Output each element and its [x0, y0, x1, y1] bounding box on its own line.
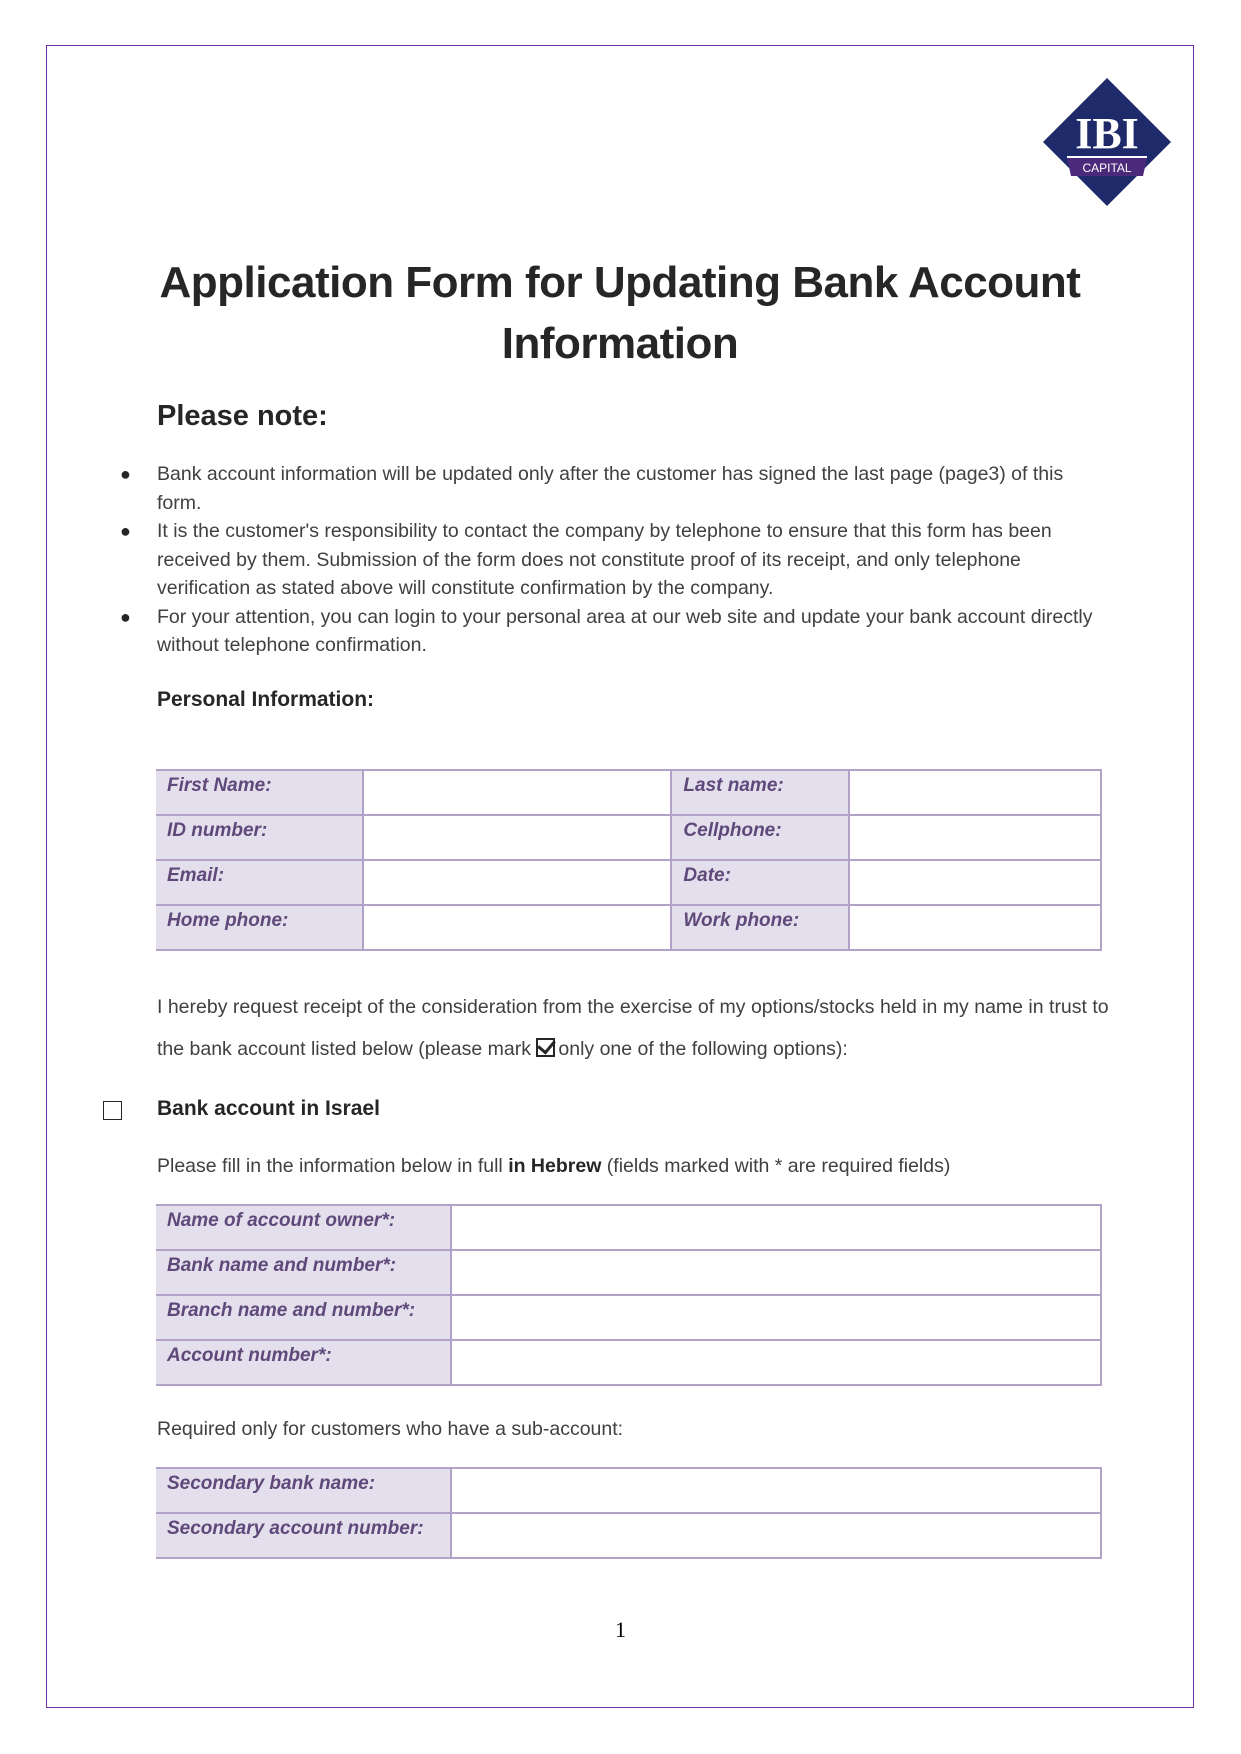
last-name-label: Last name: [671, 770, 849, 815]
work-phone-field[interactable] [849, 905, 1101, 950]
table-row [156, 1250, 1101, 1295]
date-label: Date: [671, 860, 849, 905]
request-text-after: only one of the following options): [558, 1038, 848, 1060]
israel-account-label: Bank account in Israel [157, 1097, 380, 1120]
email-field[interactable] [363, 860, 672, 905]
note-item [120, 603, 1110, 660]
note-text: Bank account information will be updated only after the customer has signed the last page (page3) of this form. [157, 463, 1064, 514]
secondary-account-number-label: Secondary account number: [156, 1513, 451, 1558]
instruction-text-after: (fields marked with * are required fields) [601, 1155, 951, 1177]
home-phone-label: Home phone: [156, 905, 363, 950]
cellphone-label: Cellphone: [671, 815, 849, 860]
bullet-icon: ● [120, 521, 131, 541]
account-number-label: Account number*: [156, 1340, 451, 1385]
branch-name-number-field[interactable] [451, 1295, 1101, 1340]
title-line-1: Application Form for Updating Bank Account [159, 258, 1081, 307]
table-row [156, 815, 1101, 860]
request-paragraph [157, 986, 1127, 1070]
table-row [156, 1468, 1101, 1513]
table-row [156, 1513, 1101, 1558]
table-row [156, 1205, 1101, 1250]
notes-list [120, 460, 1110, 660]
bullet-icon: ● [120, 606, 131, 627]
sub-account-note: Required only for customers who have a sub-account: [157, 1418, 624, 1440]
id-number-label: ID number: [156, 815, 363, 860]
last-name-field[interactable] [849, 770, 1101, 815]
id-number-field[interactable] [363, 815, 672, 860]
ibi-capital-logo-icon [1043, 78, 1171, 206]
checked-box-icon [536, 1038, 555, 1057]
note-text: It is the customer's responsibility to contact the company by telephone to ensure that this form has been received by them. Submission of the form does not constitute proof of its receipt, and only telephone verification as stated above will constitute confirmation by the company. [157, 520, 1052, 599]
personal-info-heading: Personal Information: [157, 688, 375, 711]
note-item [120, 460, 1110, 517]
title-line-2: Information [501, 319, 739, 368]
svg-text:IBI: IBI [1075, 109, 1139, 158]
cellphone-field[interactable] [849, 815, 1101, 860]
account-owner-label: Name of account owner*: [156, 1205, 451, 1250]
secondary-bank-name-label: Secondary bank name: [156, 1468, 451, 1513]
israel-account-table [156, 1204, 1102, 1386]
bank-name-number-field[interactable] [451, 1250, 1101, 1295]
account-number-field[interactable] [451, 1340, 1101, 1385]
bank-name-number-label: Bank name and number*: [156, 1250, 451, 1295]
table-row [156, 1340, 1101, 1385]
table-row [156, 770, 1101, 815]
first-name-label: First Name: [156, 770, 363, 815]
bullet-icon: ● [120, 464, 131, 484]
secondary-account-number-field[interactable] [451, 1513, 1101, 1558]
page-title [140, 252, 1100, 374]
sub-account-table [156, 1467, 1102, 1559]
instruction-text: Please fill in the information below in full [157, 1155, 509, 1177]
request-text-before: I hereby request receipt of the consideration from the exercise of my options/stocks held in my name in trust to the bank account listed below (please mark [157, 996, 1109, 1060]
table-row [156, 905, 1101, 950]
hebrew-instruction [157, 1152, 1127, 1180]
note-text: For your attention, you can login to your personal area at our web site and update your bank account directly without telephone confirmation. [157, 605, 1093, 656]
date-field[interactable] [849, 860, 1101, 905]
page-number: 1 [615, 1617, 626, 1642]
first-name-field[interactable] [363, 770, 672, 815]
email-label: Email: [156, 860, 363, 905]
israel-account-checkbox[interactable] [103, 1101, 122, 1120]
branch-name-number-label: Branch name and number*: [156, 1295, 451, 1340]
table-row [156, 1295, 1101, 1340]
work-phone-label: Work phone: [671, 905, 849, 950]
note-item [120, 517, 1110, 603]
personal-info-table [156, 769, 1102, 951]
home-phone-field[interactable] [363, 905, 672, 950]
secondary-bank-name-field[interactable] [451, 1468, 1101, 1513]
please-note-heading: Please note: [157, 400, 328, 432]
account-owner-field[interactable] [451, 1205, 1101, 1250]
instruction-bold: in Hebrew [508, 1155, 602, 1177]
svg-text:CAPITAL: CAPITAL [1082, 161, 1132, 175]
table-row [156, 860, 1101, 905]
